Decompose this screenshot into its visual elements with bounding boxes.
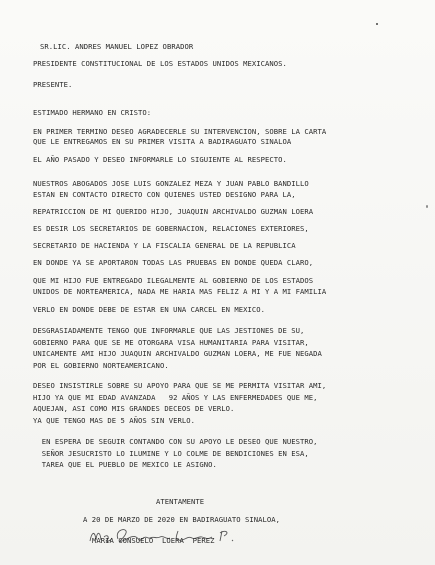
paragraph-line: QUE MI HIJO FUE ENTREGADO ILEGALMENTE AL GOBIERNO DE LOS ESTADOS [33,276,314,285]
paragraph-line: AQUEJAN, ASI COMO MIS GRANDES DECEOS DE VERLO. [33,404,235,413]
addressee-name: SR.LIC. ANDRES MANUEL LOPEZ OBRADOR [40,42,194,51]
paragraph-line: UNICAMENTE AMI HIJO JUAQUIN ARCHIVALDO GUZMAN LOERA, ME FUE NEGADA [33,349,322,358]
paragraph-line: GOBIERNO PARA QUE SE ME OTORGARA VISA HUMANITARIA PARA VISITAR, [33,338,309,347]
paragraph-line: REPATRICCION DE MI QUERIDO HIJO, JUAQUIN ARCHIVALDO GUZMAN LOERA [33,207,314,216]
paragraph-line: TAREA QUE EL PUEBLO DE MEXICO LE ASIGNO. [33,460,217,469]
paragraph-line: DESGRASIADAMENTE TENGO QUE INFORMARLE QUE LAS JESTIONES DE SU, [33,326,305,335]
salutation: ESTIMADO HERMANO EN CRISTO: [33,108,152,117]
paragraph-line: DESEO INSISTIRLE SOBRE SU APOYO PARA QUE SE ME PERMITA VISITAR AMI, [33,381,327,390]
paragraph-line: NUESTROS ABOGADOS JOSE LUIS GONZALEZ MEZA Y JUAN PABLO BANDILLO [33,179,309,188]
paragraph-line: HIJO YA QUE MI EDAD AVANZADA 92 AÑOS Y LAS ENFERMEDADES QUE ME, [33,393,318,402]
paragraph-line: YA QUE TENGO MAS DE 5 AÑOS SIN VERLO. [33,416,195,425]
scan-speck [426,205,428,208]
date-line: A 20 DE MARZO DE 2020 EN BADIRAGUATO SINALOA, [83,515,280,524]
presente-line: PRESENTE. [33,80,73,89]
closing: ATENTAMENTE [156,497,205,506]
paragraph-line: EN ESPERA DE SEGUIR CONTANDO CON SU APOYO LE DESEO QUE NUESTRO, [33,437,318,446]
paragraph-line: VERLO EN DONDE DEBE DE ESTAR EN UNA CARCEL EN MEXICO. [33,305,265,314]
paragraph-line: UNIDOS DE NORTEAMERICA, NADA ME HARIA MAS FELIZ A MI Y A MI FAMILIA [33,287,327,296]
addressee-title: PRESIDENTE CONSTITUCIONAL DE LOS ESTADOS UNIDOS MEXICANOS. [33,59,287,68]
paragraph-line: EN DONDE YA SE APORTARON TODAS LAS PRUEBAS EN DONDE QUEDA CLARO, [33,258,314,267]
paragraph-line: POR EL GOBIERNO NORTEAMERICANO. [33,361,169,370]
scan-speck [376,23,378,25]
paragraph-line: QUE LE ENTREGAMOS EN SU PRIMER VISITA A BADIRAGUATO SINALOA [33,137,292,146]
paragraph-line: ES DESIR LOS SECRETARIOS DE GOBERNACION, RELACIONES EXTERIORES, [33,224,309,233]
paragraph-line: EL AÑO PASADO Y DESEO INFORMARLE LO SIGUIENTE AL RESPECTO. [33,155,287,164]
paragraph-line: SECRETARIO DE HACIENDA Y LA FISCALIA GENERAL DE LA REPUBLICA [33,241,296,250]
paragraph-line: SEÑOR JESUCRISTO LO ILUMINE Y LO COLME DE BENDICIONES EN ESA, [33,449,309,458]
paragraph-line: EN PRIMER TERMINO DESEO AGRADECERLE SU INTERVENCION, SOBRE LA CARTA [33,127,327,136]
signer-name: MARIA CONSUELO LOERA PEREZ [92,536,215,545]
paragraph-line: ESTAN EN CONTACTO DIRECTO CON QUIENES USTED DESIGNO PARA LA, [33,190,296,199]
